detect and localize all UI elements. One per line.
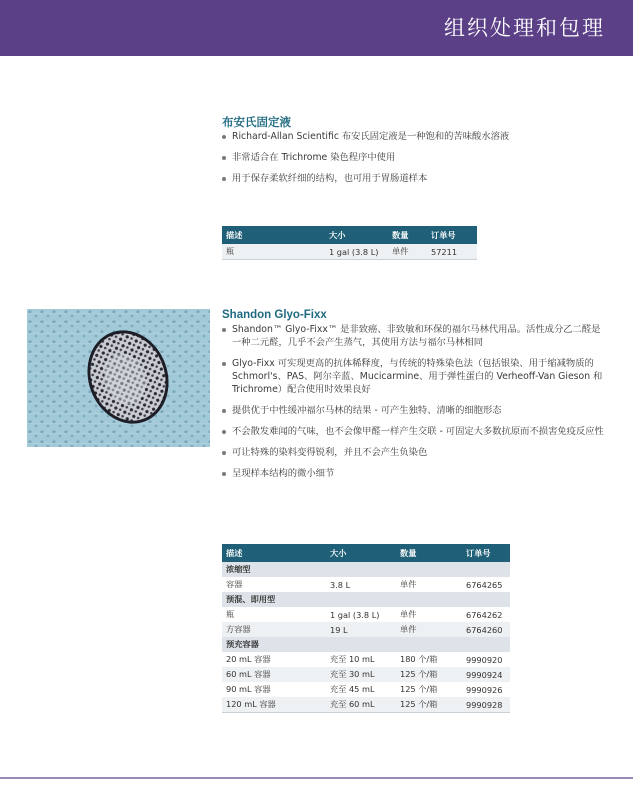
table-row <box>222 667 510 682</box>
table-cell: 9990928 <box>462 697 510 713</box>
table-row <box>222 622 510 637</box>
page-header <box>0 0 633 56</box>
table-cell: 9990920 <box>462 652 510 667</box>
table-cell: 125 个/箱 <box>396 682 462 697</box>
table-header-row <box>222 226 477 244</box>
table-cell: 60 mL 容器 <box>222 667 326 682</box>
glyo-fixx-bullet-list <box>222 323 608 488</box>
section-title-bouin: 布安氏固定液 <box>222 117 291 129</box>
table-cell: 6764260 <box>462 622 510 637</box>
table-cell: 90 mL 容器 <box>222 682 326 697</box>
table-cell: 充至 60 mL <box>326 697 396 713</box>
list-item: Richard-Allan Scientific 布安氏固定液是一种饱和的苦味酸水溶液 <box>222 130 617 143</box>
table-cell: 19 L <box>326 622 396 637</box>
table-row <box>222 244 477 260</box>
table-row <box>222 577 510 592</box>
glyo-fixx-product-table <box>222 544 510 713</box>
table-cell: 瓶 <box>222 244 325 260</box>
group-label: 预充容器 <box>222 637 510 652</box>
table-cell: 充至 30 mL <box>326 667 396 682</box>
table-cell: 6764262 <box>462 607 510 622</box>
table-cell: 瓶 <box>222 607 326 622</box>
table-cell: 单件 <box>396 577 462 592</box>
table-cell: 3.8 L <box>326 577 396 592</box>
table-cell: 9990924 <box>462 667 510 682</box>
bouin-bullet-list <box>222 130 617 193</box>
micrograph-image <box>27 309 210 447</box>
table-group-row <box>222 637 510 652</box>
table-cell: 充至 10 mL <box>326 652 396 667</box>
table-cell: 125 个/箱 <box>396 667 462 682</box>
table-row <box>222 682 510 697</box>
column-header: 大小 <box>326 544 396 562</box>
table-cell: 125 个/箱 <box>396 697 462 713</box>
column-header: 数量 <box>388 226 427 244</box>
list-item: Glyo-Fixx 可实现更高的抗体稀释度，与传统的特殊染色法（包括银染、用于缩减物质的 Schmorl's、PAS、阿尔辛蓝、Mucicarmine、用于弹性蛋白的 Verheoff-Van Gieson 和 Trichrome）配合使用时效果良好 <box>222 357 608 396</box>
column-header: 订单号 <box>427 226 477 244</box>
table-cell: 180 个/箱 <box>396 652 462 667</box>
table-cell: 充至 45 mL <box>326 682 396 697</box>
list-item: 用于保存柔软纤细的结构，也可用于胃肠道样本 <box>222 172 617 185</box>
table-cell: 9990926 <box>462 682 510 697</box>
table-group-row <box>222 592 510 607</box>
table-row <box>222 652 510 667</box>
table-cell: 20 mL 容器 <box>222 652 326 667</box>
group-label: 预混、即用型 <box>222 592 510 607</box>
column-header: 订单号 <box>462 544 510 562</box>
column-header: 描述 <box>222 544 326 562</box>
table-cell: 单件 <box>396 622 462 637</box>
list-item: 非常适合在 Trichrome 染色程序中使用 <box>222 151 617 164</box>
table-cell: 单件 <box>388 244 427 260</box>
group-label: 浓缩型 <box>222 562 510 577</box>
table-cell: 57211 <box>427 244 477 260</box>
list-item: 提供优于中性缓冲福尔马林的结果 - 可产生独特、清晰的细胞形态 <box>222 404 608 417</box>
table-cell: 容器 <box>222 577 326 592</box>
list-item: 呈现样本结构的微小细节 <box>222 467 608 480</box>
column-header: 大小 <box>325 226 388 244</box>
table-cell: 120 mL 容器 <box>222 697 326 713</box>
table-cell: 方容器 <box>222 622 326 637</box>
table-row <box>222 607 510 622</box>
list-item: Shandon™ Glyo-Fixx™ 是非致癌、非致敏和环保的福尔马林代用品。活性成分乙二醛是一种二元醛，几乎不会产生蒸气，其使用方法与福尔马林相同 <box>222 323 608 349</box>
section-title-glyo-fixx: Shandon Glyo-Fixx <box>222 309 327 321</box>
table-cell: 单件 <box>396 607 462 622</box>
table-cell: 6764265 <box>462 577 510 592</box>
table-row <box>222 697 510 713</box>
table-group-row <box>222 562 510 577</box>
list-item: 不会散发难闻的气味，也不会像甲醛一样产生交联 - 可固定大多数抗原而不损害免疫反应性 <box>222 425 608 438</box>
table-cell: 1 gal (3.8 L) <box>325 244 388 260</box>
column-header: 数量 <box>396 544 462 562</box>
bouin-product-table <box>222 226 477 260</box>
column-header: 描述 <box>222 226 325 244</box>
page-title: 组织处理和包理 <box>444 16 605 40</box>
table-header-row <box>222 544 510 562</box>
footer-divider <box>0 777 633 779</box>
table-cell: 1 gal (3.8 L) <box>326 607 396 622</box>
list-item: 可让特殊的染料变得锐利，并且不会产生负染色 <box>222 446 608 459</box>
